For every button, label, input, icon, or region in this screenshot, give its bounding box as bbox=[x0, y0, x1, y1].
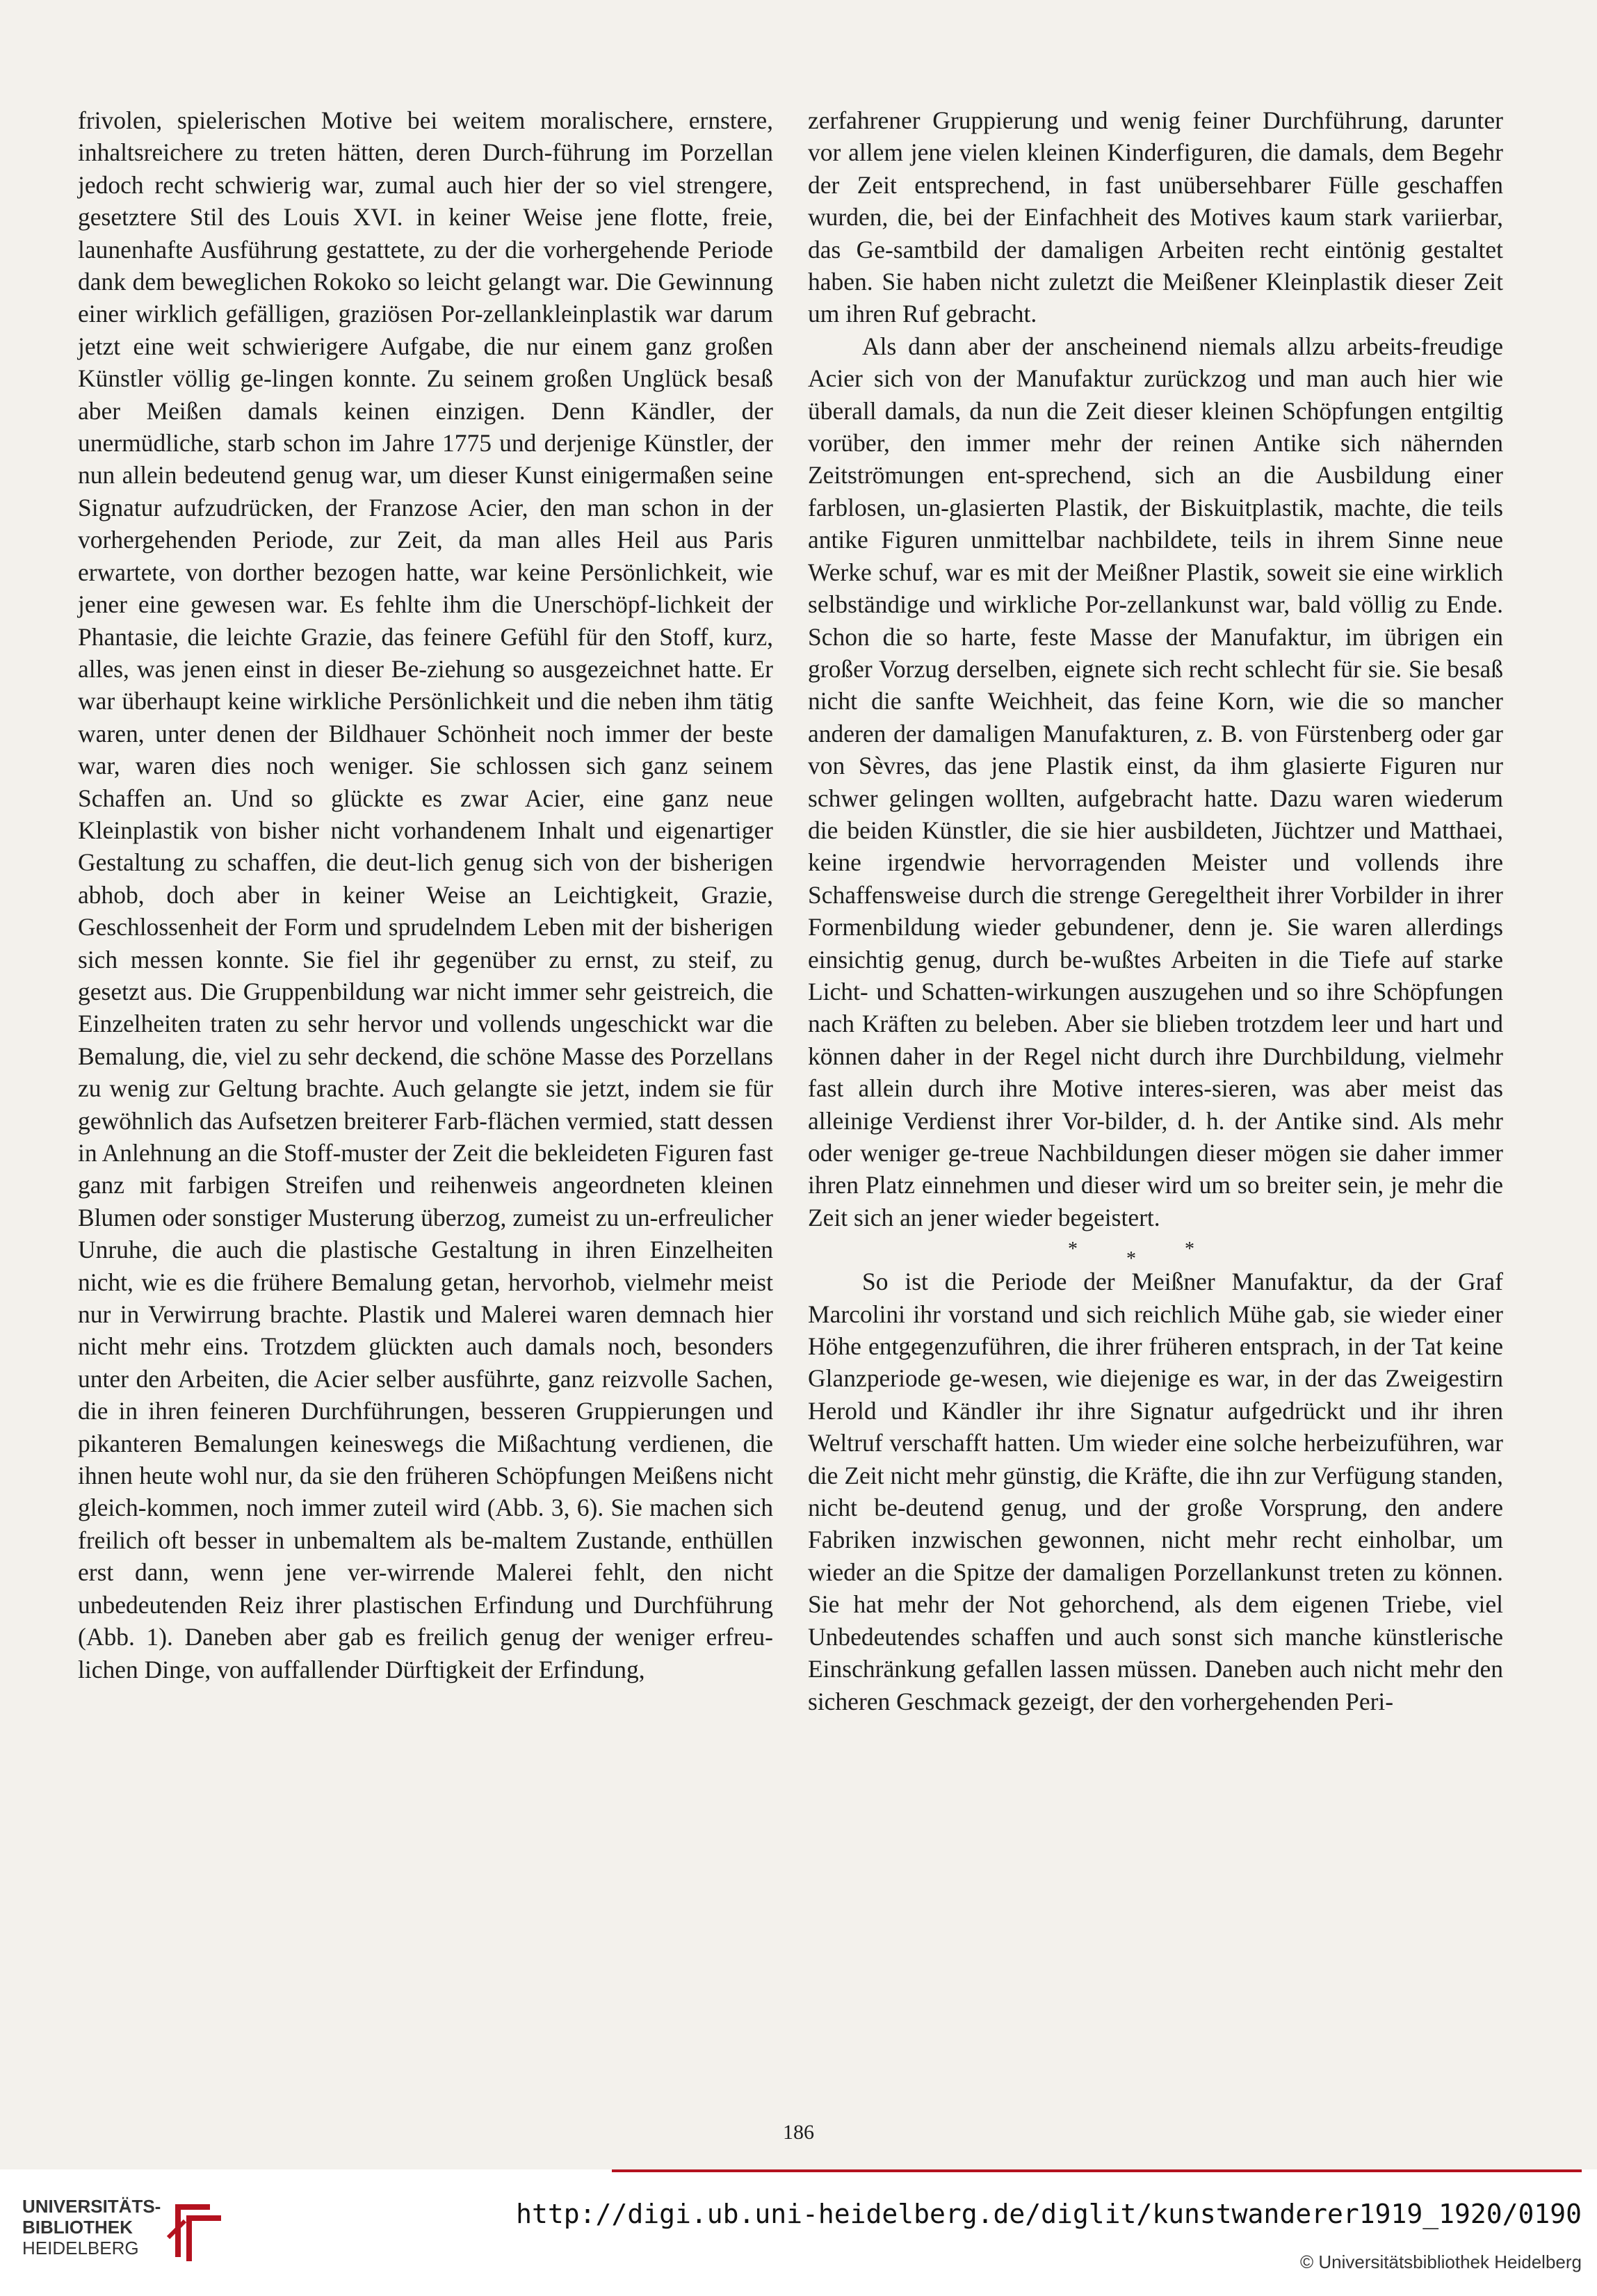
logo-line: HEIDELBERG bbox=[22, 2238, 139, 2258]
separator-star: * bbox=[1185, 1238, 1243, 1261]
copyright-notice: © Universitätsbibliothek Heidelberg bbox=[1299, 2251, 1582, 2272]
left-column bbox=[78, 104, 773, 1685]
permalink-url[interactable]: http://digi.ub.uni-heidelberg.de/diglit/kunstwanderer1919_1920/0190 bbox=[516, 2199, 1582, 2229]
right-paragraph-1: zerfahrener Gruppierung und wenig feiner Durchführung, darunter vor allem jene vielen kleinen Kinderfiguren, die damals, dem Begehr der Zeit entsprechend, in fast unübersehbarer Fülle geschaffen wurden, die, bei der Einfachheit des Motives kaum stark variierbar, das Ge-samtbild der damaligen Arbeiten recht eintönig gestaltet haben. Sie haben nicht zuletzt die Meißener Kleinplastik dieser Zeit um ihren Ruf gebracht. bbox=[808, 106, 1503, 328]
separator-star: * bbox=[1068, 1238, 1126, 1261]
left-paragraph-1: frivolen, spielerischen Motive bei weitem moralischere, ernstere, inhaltsreichere zu treten hätten, deren Durch-führung im Porzellan jedoch recht schwierig war, zumal auch hier der so viel strengere, gesetztere Stil des Louis XVI. in keiner Weise jene flotte, freie, launenhafte Ausführung gestattete, zu der die vorhergehende Periode dank dem beweglichen Rokoko so leicht gelangt war. Die Gewinnung einer wirklich gefälligen, graziösen Por-zellankleinplastik war darum jetzt eine weit schwierigere Aufgabe, die nur einem ganz großen Künstler völlig ge-lingen konnte. Zu seinem großen Unglück besaß aber Meißen damals keinen einzigen. Denn Kändler, der unermüdliche, starb schon im Jahre 1775 und derjenige Künstler, der nun allein bedeutend genug war, um dieser Kunst einigermaßen seine Signatur aufzudrücken, der Franzose Acier, den man schon in der vorhergehenden Periode, zur Zeit, da man alles Heil aus Paris erwartete, von dorther bezogen hatte, war keine Persönlichkeit, wie jener eine gewesen war. Es fehlte ihm die Unerschöpf-lichkeit der Phantasie, die leichte Grazie, das feinere Gefühl für den Stoff, kurz, alles, was jenen einst in dieser Be-ziehung so ausgezeichnet hatte. Er war überhaupt keine wirkliche Persönlichkeit und die neben ihm tätig waren, unter denen der Bildhauer Schönheit noch immer der beste war, waren dies noch weniger. Sie schlossen sich ganz seinem Schaffen an. Und so glückte es zwar Acier, eine ganz neue Kleinplastik von bisher nicht vorhandenem Inhalt und eigenartiger Gestaltung zu schaffen, die deut-lich genug sich von der bisherigen abhob, doch aber in keiner Weise an Leichtigkeit, Grazie, Geschlossenheit der Form und sprudelndem Leben mit der bisherigen sich messen konnte. Sie fiel ihr gegenüber zu ernst, zu steif, zu gesetzt aus. Die Gruppenbildung war nicht immer sehr geistreich, die Einzelheiten traten zu sehr hervor und vollends ungeschickt war die Bemalung, die, viel zu sehr deckend, die schöne Masse des Porzellans zu wenig zur Geltung brachte. Auch gelangte sie jetzt, indem sie für gewöhnlich das Aufsetzen breiterer Farb-flächen vermied, statt dessen in Anlehnung an die Stoff-muster der Zeit die bekleideten Figuren fast ganz mit farbigen Streifen und reihenweis angeordneten kleinen Blumen oder sonstiger Musterung überzog, zumeist zu un-erfreulicher Unruhe, die auch die plastische Gestaltung in ihren Einzelheiten nicht, wie es die frühere Bemalung getan, hervorhob, vielmehr meist nur in Verwirrung brachte. Plastik und Malerei waren demnach hier nicht mehr eins. Trotzdem glückten auch damals noch, besonders unter den Arbeiten, die Acier selber ausführte, ganz reizvolle Sachen, die in ihren feineren Durchführungen, besseren Gruppierungen und pikanteren Bemalungen keineswegs die Mißachtung verdienen, die ihnen heute wohl nur, da sie den früheren Schöpfungen Meißens nicht gleich-kommen, noch immer zuteil wird (Abb. 3, 6). Sie machen sich freilich oft besser in unbemaltem als be-maltem Zustande, enthüllen erst dann, wenn jene ver-wirrende Malerei fehlt, den nicht unbedeutenden Reiz ihrer plastischen Erfindung und Durchführung (Abb. 1). Daneben aber gab es freilich genug der weniger erfreu-lichen Dinge, von auffallender Dürftigkeit der Erfindung, bbox=[78, 106, 773, 1683]
page-number: 186 bbox=[783, 2121, 814, 2144]
footer-divider bbox=[612, 2169, 1582, 2172]
logo-line: UNIVERSITÄTS- bbox=[22, 2196, 161, 2217]
right-paragraph-2: Als dann aber der anscheinend niemals allzu arbeits-freudige Acier sich von der Manufaktur zurückzog und man auch hier wie überall damals, da nun die Zeit dieser kleinen Schöpfungen entgiltig vorüber, den immer mehr der reinen Antike sich nähernden Zeitströmungen ent-sprechend, sich an die Ausbildung einer farblosen, un-glasierten Plastik, der Biskuitplastik, machte, die teils antike Figuren unmittelbar nachbildete, teils in ihrem Sinne neue Werke schuf, war es mit der Meißner Plastik, soweit sie eine wirklich selbständige und wirkliche Por-zellankunst war, bald völlig zu Ende. Schon die so harte, feste Masse der Manufaktur, im übrigen ein großer Vorzug derselben, eignete sich recht schlecht für sie. Sie besaß nicht die sanfte Weichheit, das feine Korn, wie die so mancher anderen der damaligen Manufakturen, z. B. von Fürstenberg oder gar von Sèvres, das jene Plastik einst, da ihm glasierte Figuren nur schwer gelingen wollten, aufgebracht hatte. Dazu waren wiederum die beiden Künstler, die sie hier ausbildeten, Jüchtzer und Matthaei, keine irgendwie hervorragenden Meister und vollends ihre Schaffensweise durch die strenge Geregeltheit ihrer Vorbilder in ihrer Formenbildung wieder gebundener, denn je. Sie waren allerdings einsichtig genug, durch be-wußtes Arbeiten in die Tiefe auf starke Licht- und Schatten-wirkungen auszugehen und so ihre Schöpfungen nach Kräften zu beleben. Aber sie blieben trotzdem leer und hart und können daher in der Regel nicht durch ihre Durchbildung, vielmehr fast allein durch ihre Motive interes-sieren, was aber meist das alleinige Verdienst ihrer Vor-bilder, d. h. der Antike sind. Als mehr oder weniger ge-treue Nachbildungen dieser mögen sie daher immer ihren Platz einnehmen und dieser wird um so breiter sein, je mehr die Zeit sich an jener wieder begeistert. bbox=[808, 332, 1503, 1231]
logo-text bbox=[22, 2196, 161, 2258]
library-logo[interactable] bbox=[22, 2196, 252, 2286]
footer-bar bbox=[0, 2169, 1597, 2296]
right-column bbox=[808, 104, 1503, 1717]
separator-star: * bbox=[1126, 1248, 1185, 1270]
section-separator bbox=[808, 1234, 1503, 1270]
right-paragraph-3: So ist die Periode der Meißner Manufaktur, da der Graf Marcolini ihr vorstand und sich reichlich Mühe gab, sie wieder einer Höhe entgegenzuführen, die ihrer früheren entsprach, in der Tat keine Glanzperiode ge-wesen, wie diejenige es war, in der das Zweigestirn Herold und Kändler ihr ihre Signatur aufgedrückt und ihr ihren Weltruf verschafft hatten. Um wieder eine solche herbeizuführen, war die Zeit nicht mehr günstig, die Kräfte, die ihn zur Verfügung standen, nicht be-deutend genug, und der große Vorsprung, den andere Fabriken inzwischen gewonnen, nicht mehr recht einholbar, um wieder an die Spitze der damaligen Porzellankunst treten zu können. Sie hat mehr der Not gehorchend, als dem eigenen Triebe, viel Unbedeutendes schaffen und auch sonst sich manche künstlerische Einschränkung gefallen lassen müssen. Daneben auch nicht mehr den sicheren Geschmack gezeigt, der den vorhergehenden Peri- bbox=[808, 1268, 1503, 1715]
logo-line: BIBLIOTHEK bbox=[22, 2217, 133, 2238]
library-mark-icon bbox=[161, 2197, 228, 2264]
